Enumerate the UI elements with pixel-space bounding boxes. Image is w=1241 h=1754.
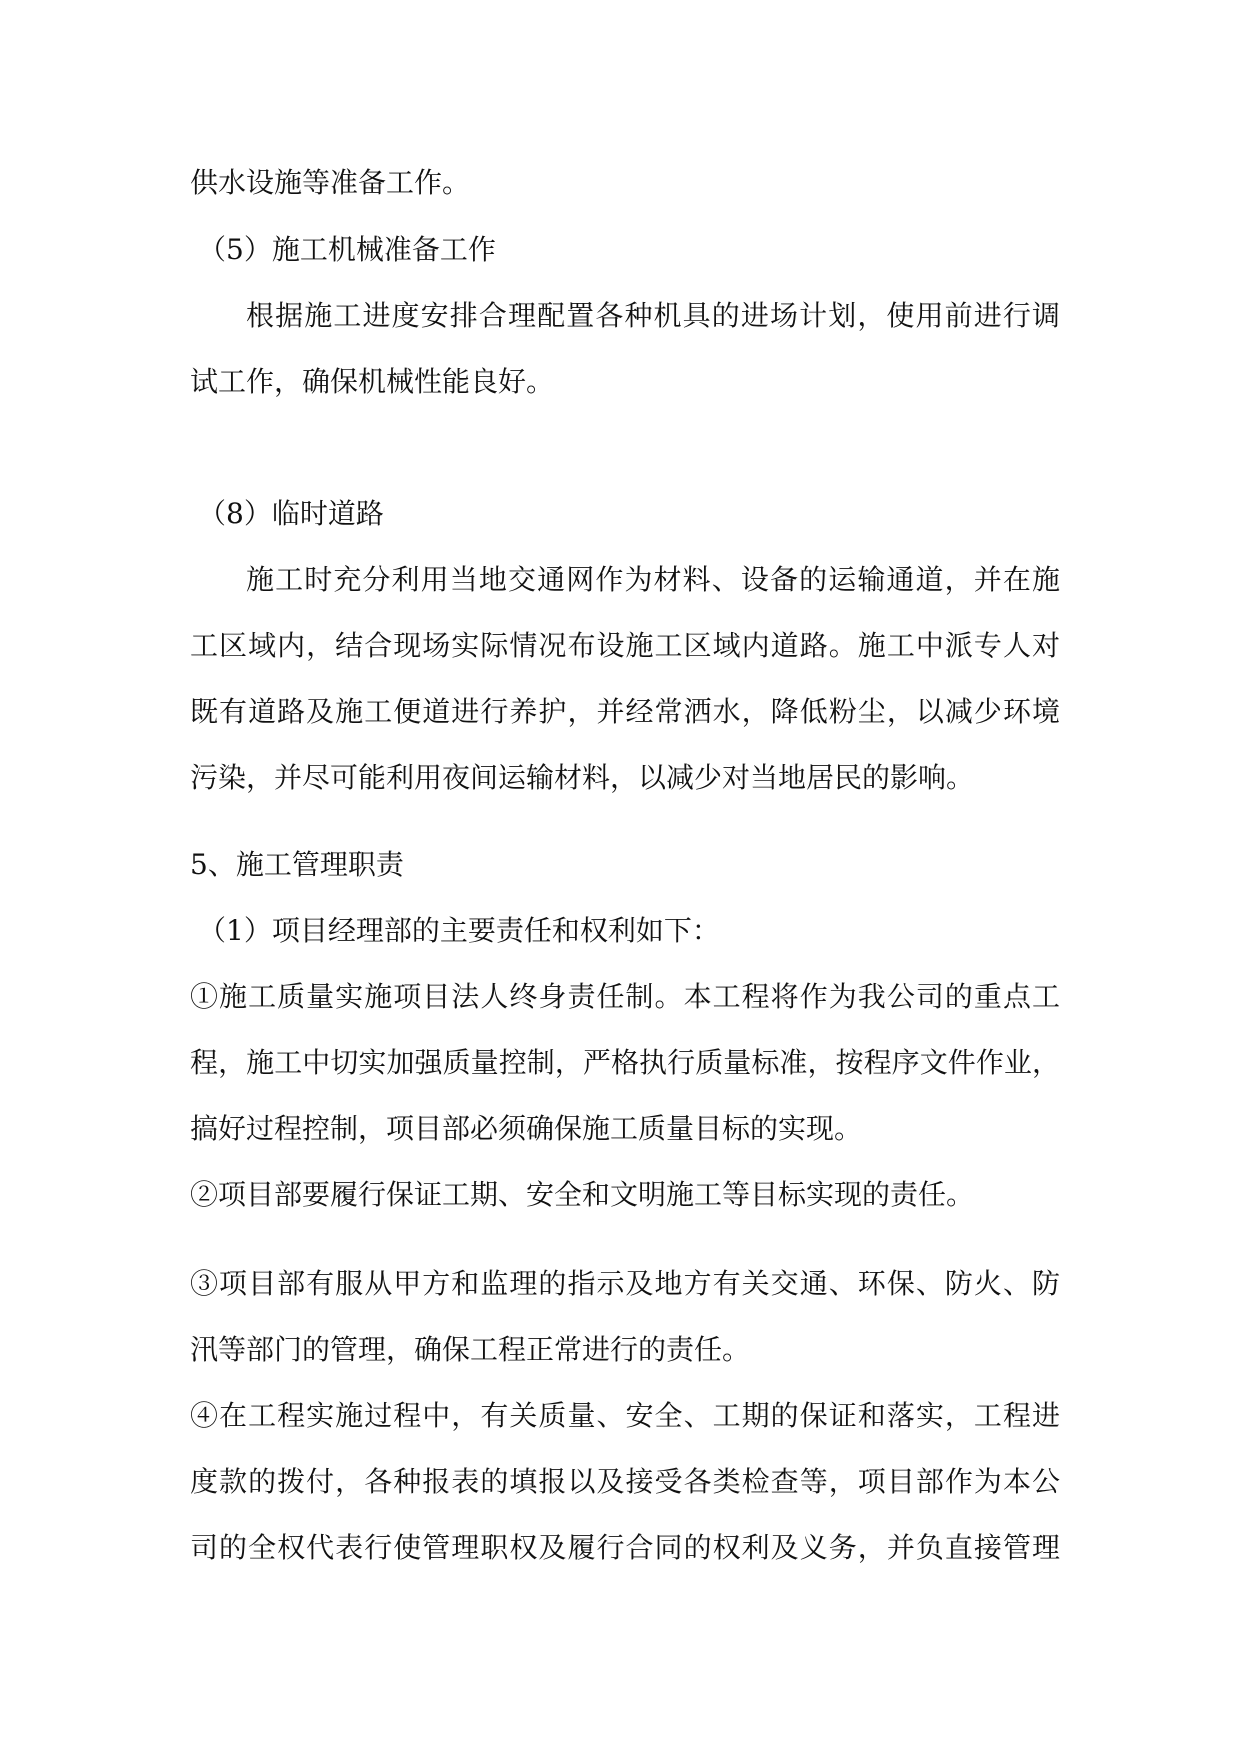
text-line: ④在工程实施过程中，有关质量、安全、工期的保证和落实，工程进 bbox=[190, 1399, 1060, 1432]
text-line: 试工作，确保机械性能良好。 bbox=[190, 365, 555, 398]
text-line: 污染，并尽可能利用夜间运输材料，以减少对当地居民的影响。 bbox=[190, 761, 975, 794]
text-line: 工区域内，结合现场实际情况布设施工区域内道路。施工中派专人对 bbox=[190, 629, 1060, 662]
section-heading: 5、施工管理职责 bbox=[190, 848, 404, 881]
text-line: ①施工质量实施项目法人终身责任制。本工程将作为我公司的重点工 bbox=[190, 980, 1060, 1013]
text-line: ②项目部要履行保证工期、安全和文明施工等目标实现的责任。 bbox=[190, 1178, 975, 1211]
text-line: 供水设施等准备工作。 bbox=[190, 166, 471, 199]
text-line: 汛等部门的管理，确保工程正常进行的责任。 bbox=[190, 1333, 751, 1366]
text-line: 根据施工进度安排合理配置各种机具的进场计划，使用前进行调 bbox=[246, 299, 1060, 332]
text-line: 司的全权代表行使管理职权及履行合同的权利及义务，并负直接管理 bbox=[190, 1531, 1060, 1564]
section-heading: （5）施工机械准备工作 bbox=[198, 233, 496, 266]
text-line: ③项目部有服从甲方和监理的指示及地方有关交通、环保、防火、防 bbox=[190, 1267, 1060, 1300]
text-line: 程，施工中切实加强质量控制，严格执行质量标准，按程序文件作业， bbox=[190, 1046, 1060, 1079]
text-line: 度款的拨付，各种报表的填报以及接受各类检查等，项目部作为本公 bbox=[190, 1465, 1060, 1498]
subsection-heading: （1）项目经理部的主要责任和权利如下： bbox=[198, 914, 720, 947]
text-line: 既有道路及施工便道进行养护，并经常洒水，降低粉尘，以减少环境 bbox=[190, 695, 1060, 728]
text-line: 搞好过程控制，项目部必须确保施工质量目标的实现。 bbox=[190, 1112, 863, 1145]
text-line: 施工时充分利用当地交通网作为材料、设备的运输通道，并在施 bbox=[246, 563, 1060, 596]
section-heading: （8）临时道路 bbox=[198, 497, 384, 530]
